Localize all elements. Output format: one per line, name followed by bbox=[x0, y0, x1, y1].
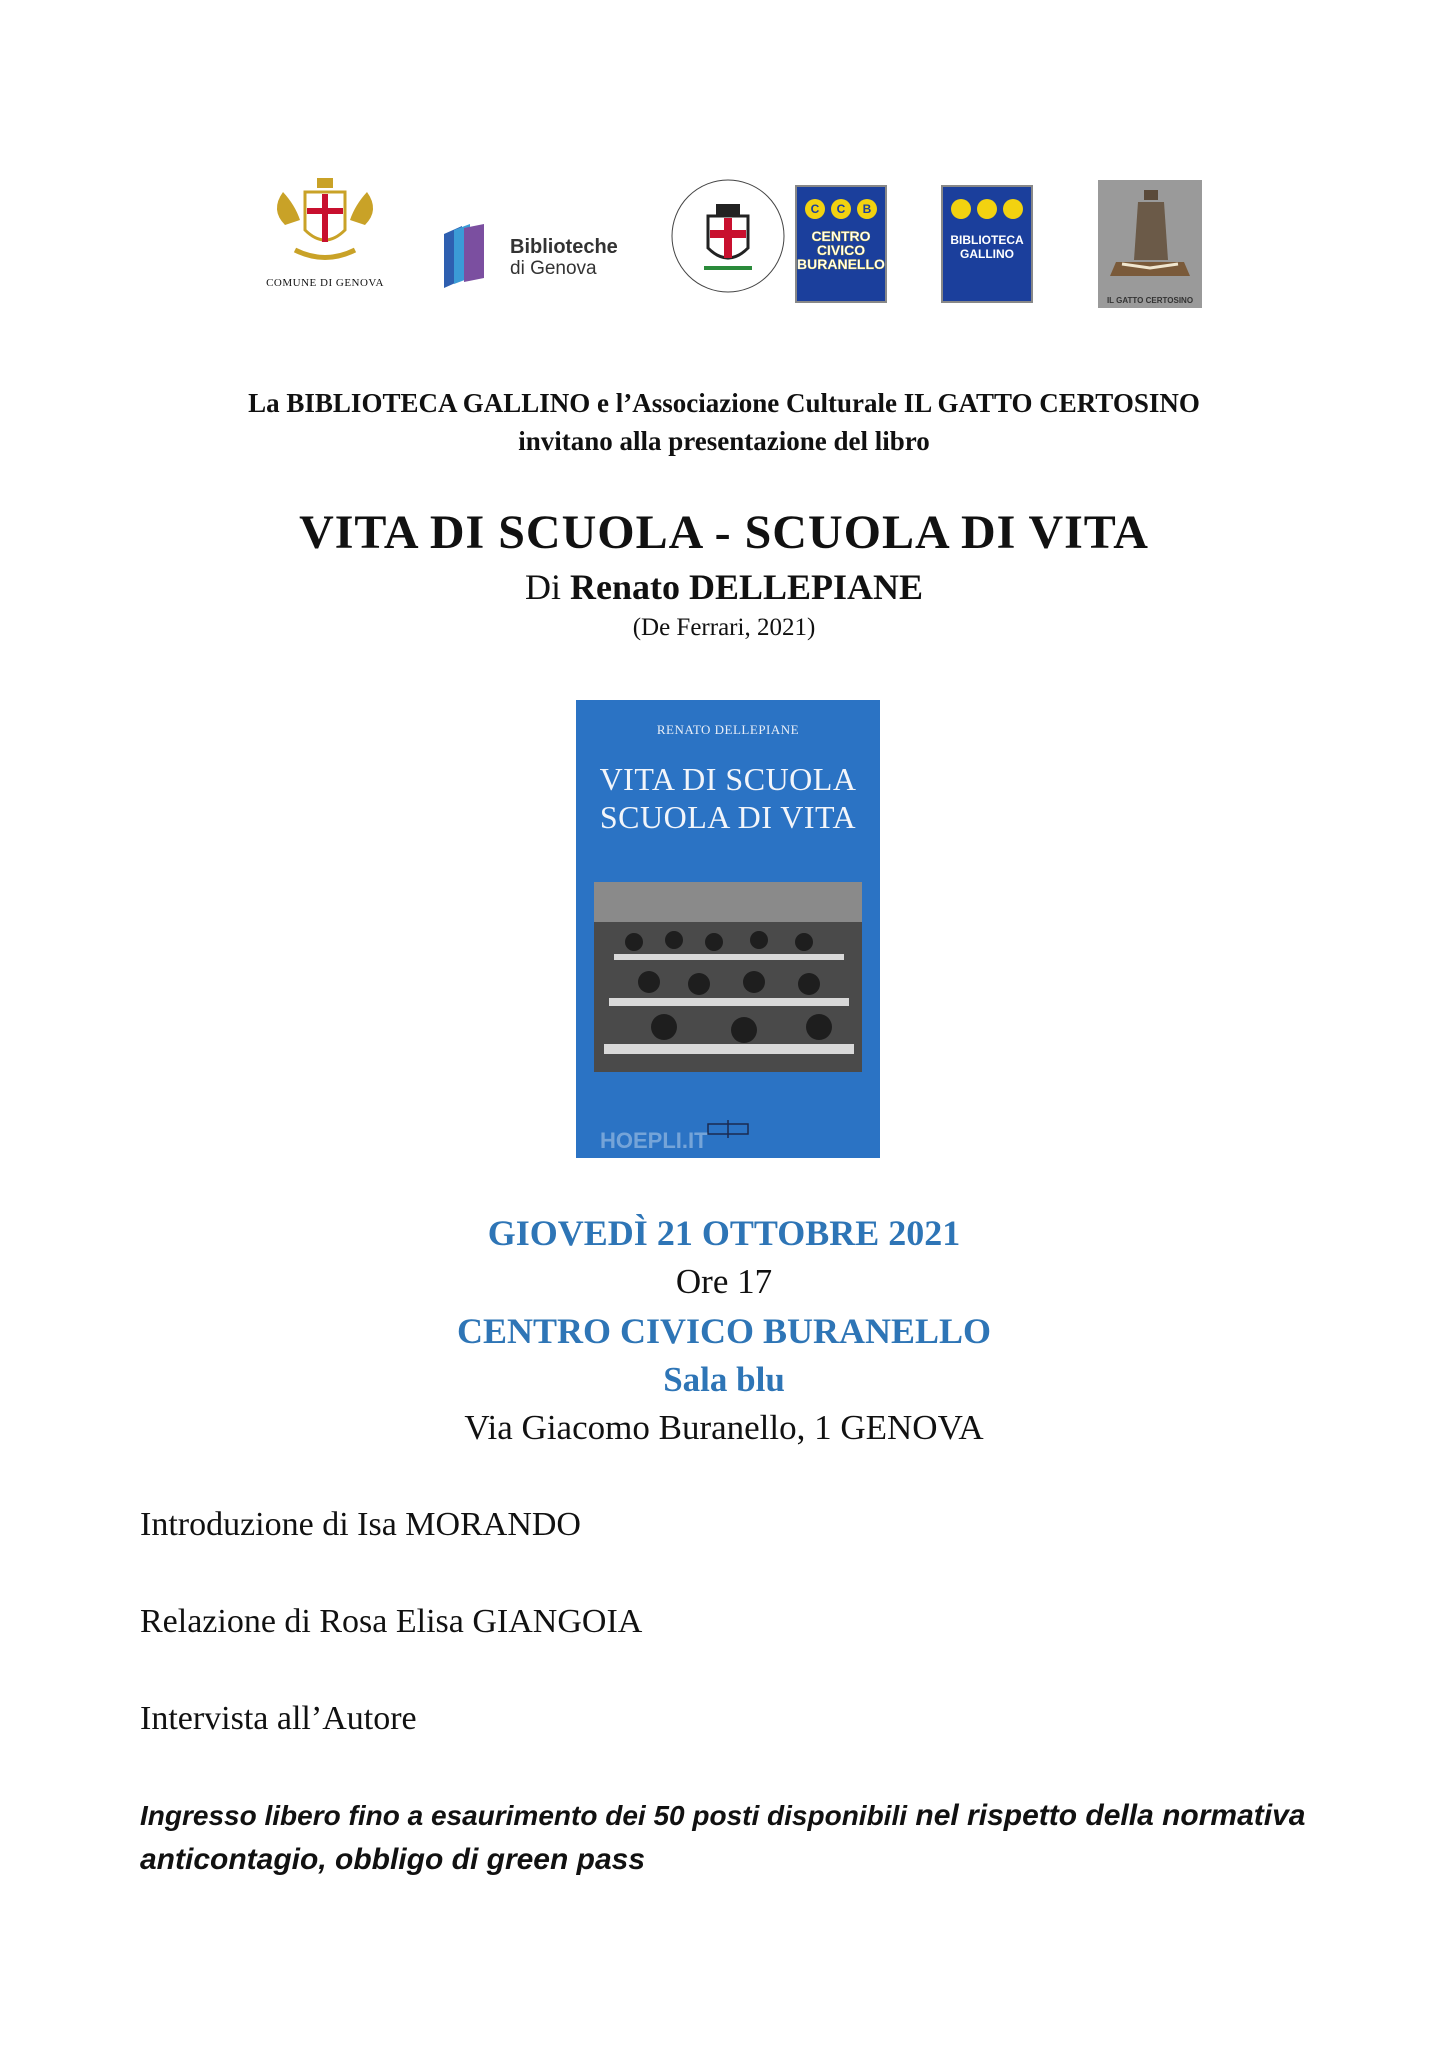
gallino-text-line: GALLINO bbox=[960, 247, 1014, 261]
publisher-mark-icon bbox=[706, 1120, 750, 1138]
ccb-text-line: CENTRO bbox=[811, 228, 871, 244]
biblioteca-gallino-logo bbox=[941, 185, 1033, 303]
event-time: Ore 17 bbox=[675, 1262, 773, 1301]
cover-watermark: HOEPLI.IT bbox=[600, 1128, 708, 1153]
municipio-seal-icon bbox=[668, 176, 788, 296]
gallino-text-line: BIBLIOTECA bbox=[950, 233, 1024, 247]
biblioteche-title: Biblioteche bbox=[510, 236, 618, 258]
municipio-logo bbox=[668, 176, 788, 296]
event-date: GIOVEDÌ 21 OTTOBRE 2021 bbox=[487, 1213, 961, 1253]
gallino-dot bbox=[977, 199, 997, 219]
ccb-dot: B bbox=[857, 199, 877, 219]
cover-title-line-1: VITA DI SCUOLA bbox=[599, 761, 857, 797]
ccb-text-line: CIVICO bbox=[816, 242, 866, 258]
invitation-line-2: invitano alla presentazione del libro bbox=[518, 426, 930, 456]
cover-title-line-2: SCUOLA DI VITA bbox=[599, 799, 857, 835]
entry-notice-part-1: Ingresso libero fino a esaurimento dei 50 posti disponibili bbox=[140, 1800, 908, 1831]
gatto-certosino-logo bbox=[1098, 180, 1202, 308]
program-introduction: Introduzione di Isa MORANDO bbox=[140, 1506, 581, 1543]
centro-civico-buranello-logo bbox=[795, 185, 887, 303]
ccb-dot: C bbox=[831, 199, 851, 219]
biblioteche-di-genova-logo bbox=[440, 222, 640, 292]
program-relazione: Relazione di Rosa Elisa GIANGOIA bbox=[140, 1603, 643, 1640]
biblioteche-subtitle: di Genova bbox=[510, 258, 597, 279]
invitation-line-1: La BIBLIOTECA GALLINO e l’Associazione Culturale IL GATTO CERTOSINO bbox=[248, 388, 1200, 418]
event-address: Via Giacomo Buranello, 1 GENOVA bbox=[464, 1408, 984, 1447]
book-title: VITA DI SCUOLA - SCUOLA DI VITA bbox=[299, 506, 1149, 559]
event-venue: CENTRO CIVICO BURANELLO bbox=[456, 1311, 992, 1351]
classroom-photo bbox=[594, 882, 862, 1072]
book-icon bbox=[440, 222, 490, 288]
ccb-text-line: BURANELLO bbox=[797, 256, 885, 272]
book-publisher: (De Ferrari, 2021) bbox=[632, 614, 816, 641]
entry-notice-part-2: nel rispetto della normativa anticontagio, obbligo di green pass bbox=[140, 1799, 1306, 1876]
author-name: Renato DELLEPIANE bbox=[569, 567, 924, 607]
program-intervista: Intervista all’Autore bbox=[140, 1700, 417, 1737]
gallino-dot bbox=[951, 199, 971, 219]
comune-caption: COMUNE DI GENOVA bbox=[266, 277, 384, 289]
gatto-caption: IL GATTO CERTOSINO bbox=[1106, 296, 1194, 305]
invitation-text bbox=[0, 384, 1448, 460]
cat-on-book-icon bbox=[1098, 180, 1202, 290]
author-prefix: Di bbox=[524, 567, 561, 607]
event-room: Sala blu bbox=[663, 1360, 785, 1399]
book-author bbox=[0, 566, 1448, 608]
comune-crest-icon bbox=[265, 170, 385, 270]
entry-notice bbox=[140, 1794, 1310, 1882]
comune-di-genova-logo bbox=[250, 170, 400, 310]
cover-author: RENATO DELLEPIANE bbox=[656, 722, 800, 737]
gallino-dot bbox=[1003, 199, 1023, 219]
cover-title bbox=[576, 760, 880, 836]
book-cover-image bbox=[576, 700, 880, 1158]
ccb-dot: C bbox=[805, 199, 825, 219]
